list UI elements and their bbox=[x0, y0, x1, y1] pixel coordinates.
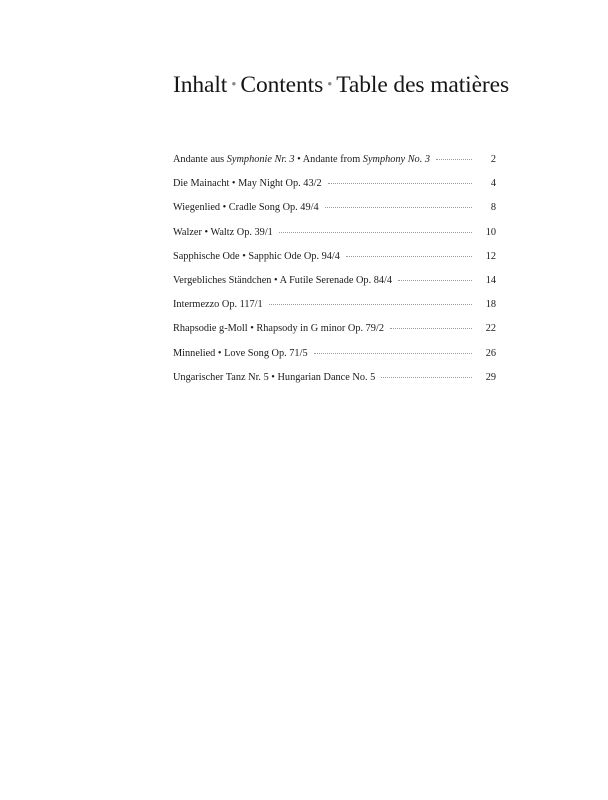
title-german: Inhalt bbox=[173, 72, 228, 98]
dot-leader bbox=[346, 256, 472, 257]
toc-entry-title: Rhapsodie g-Moll • Rhapsody in G minor Op. 79/2 bbox=[173, 323, 384, 335]
dot-leader bbox=[325, 207, 472, 208]
dot-leader bbox=[436, 159, 472, 160]
toc-entry[interactable] bbox=[173, 251, 496, 275]
toc-entry[interactable] bbox=[173, 299, 496, 323]
toc-entry-title: Sapphische Ode • Sapphic Ode Op. 94/4 bbox=[173, 250, 340, 262]
toc-entry[interactable] bbox=[173, 348, 496, 372]
dot-leader bbox=[398, 280, 472, 281]
toc-entry-page: 14 bbox=[485, 274, 496, 286]
title-french: Table des matières bbox=[336, 72, 510, 98]
dot-leader bbox=[279, 232, 472, 233]
toc-entry[interactable] bbox=[173, 372, 496, 396]
toc-entry-page: 4 bbox=[490, 178, 496, 190]
page-title bbox=[173, 72, 509, 99]
toc-entry[interactable] bbox=[173, 202, 496, 226]
toc-entry-page: 18 bbox=[485, 299, 496, 311]
toc-entry-title: Minnelied • Love Song Op. 71/5 bbox=[173, 347, 308, 359]
toc-entry[interactable] bbox=[173, 154, 496, 178]
toc-entry-page: 2 bbox=[490, 154, 496, 165]
toc-entry[interactable] bbox=[173, 227, 496, 251]
toc-entry-page: 12 bbox=[485, 250, 496, 262]
title-english: Contents bbox=[240, 72, 324, 98]
toc-entry-title: Walzer • Waltz Op. 39/1 bbox=[173, 226, 273, 238]
dot-leader bbox=[269, 304, 472, 305]
title-separator: • bbox=[231, 77, 237, 93]
toc-entry-page: 22 bbox=[485, 323, 496, 335]
toc-entry[interactable] bbox=[173, 275, 496, 299]
dot-leader bbox=[390, 328, 472, 329]
toc-entry-title: Andante aus Symphonie Nr. 3 • Andante from Symphony No. 3 bbox=[173, 154, 431, 165]
toc-entry-page: 29 bbox=[485, 371, 496, 383]
dot-leader bbox=[381, 377, 472, 378]
table-of-contents bbox=[173, 154, 496, 396]
toc-entry-title: Vergebliches Ständchen • A Futile Serenade Op. 84/4 bbox=[173, 274, 393, 286]
dot-leader bbox=[314, 353, 472, 354]
toc-entry-title: Ungarischer Tanz Nr. 5 • Hungarian Dance No. 5 bbox=[173, 371, 376, 383]
toc-entry[interactable] bbox=[173, 323, 496, 347]
toc-entry[interactable] bbox=[173, 178, 496, 202]
title-separator: • bbox=[327, 77, 333, 93]
toc-entry-page: 10 bbox=[485, 226, 496, 238]
toc-entry-page: 26 bbox=[485, 347, 496, 359]
dot-leader bbox=[328, 183, 472, 184]
toc-entry-title: Wiegenlied • Cradle Song Op. 49/4 bbox=[173, 202, 319, 214]
toc-entry-page: 8 bbox=[490, 202, 496, 214]
toc-entry-title: Intermezzo Op. 117/1 bbox=[173, 299, 263, 311]
toc-entry-title: Die Mainacht • May Night Op. 43/2 bbox=[173, 178, 322, 190]
